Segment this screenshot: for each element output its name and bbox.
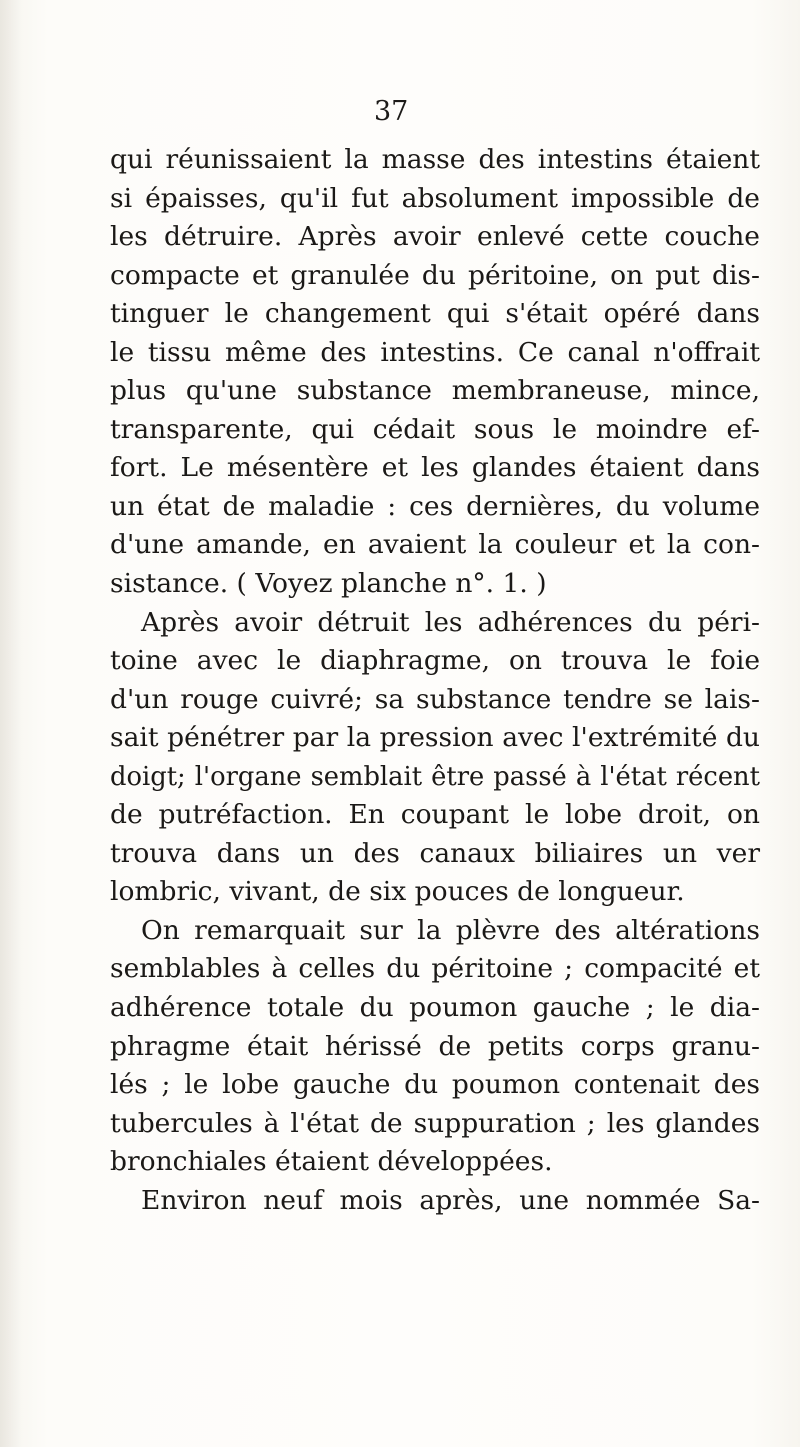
text-line: bronchiales étaient développées. — [110, 1146, 553, 1178]
text-line: lés ; le lobe gauche du poumon contenait des — [110, 1069, 760, 1101]
text-line: semblables à celles du péritoine ; compacité et — [110, 953, 760, 985]
text-line: tinguer le changement qui s'était opéré dans — [110, 298, 760, 330]
text-line: trouva dans un des canaux biliaires un ver — [110, 837, 760, 869]
text-line: les détruire. Après avoir enlevé cette couche — [110, 221, 760, 253]
text-line: Après avoir détruit les adhérences du péri- — [141, 606, 760, 638]
body-text — [110, 141, 760, 1220]
text-line: d'une amande, en avaient la couleur et la con- — [110, 529, 760, 561]
text-line: doigt; l'organe semblait être passé à l'état récent — [110, 761, 760, 792]
text-line: transparente, qui cédait sous le moindre ef- — [110, 413, 760, 445]
gutter-shadow — [0, 0, 22, 1447]
text-line: le tissu même des intestins. Ce canal n'offrait — [110, 336, 760, 368]
text-line: lombric, vivant, de six pouces de longueur. — [110, 876, 685, 908]
text-line: sait pénétrer par la pression avec l'extrémité du — [110, 722, 760, 754]
page-number: 37 — [374, 96, 409, 127]
text-line: sistance. ( Voyez planche n°. 1. ) — [110, 568, 547, 600]
text-line: si épaisses, qu'il fut absolument impossible de — [110, 182, 760, 214]
text-line: de putréfaction. En coupant le lobe droit, on — [110, 799, 760, 831]
text-line: compacte et granulée du péritoine, on put dis- — [110, 259, 760, 291]
text-line: fort. Le mésentère et les glandes étaient dans — [110, 452, 760, 484]
text-line: adhérence totale du poumon gauche ; le dia- — [110, 992, 760, 1024]
text-line: d'un rouge cuivré; sa substance tendre se lais- — [110, 683, 760, 715]
text-line: toine avec le diaphragme, on trouva le foie — [110, 645, 760, 677]
text-line: tubercules à l'état de suppuration ; les glandes — [110, 1107, 760, 1139]
text-line: qui réunissaient la masse des intestins étaient — [110, 144, 760, 175]
text-line: un état de maladie : ces dernières, du volume — [110, 490, 760, 522]
text-line: Environ neuf mois après, une nommée Sa- — [141, 1184, 760, 1216]
text-line: plus qu'une substance membraneuse, mince, — [110, 375, 760, 407]
text-line: phragme était hérissé de petits corps granu- — [110, 1030, 760, 1062]
text-line: On remarquait sur la plèvre des altérations — [141, 914, 760, 946]
